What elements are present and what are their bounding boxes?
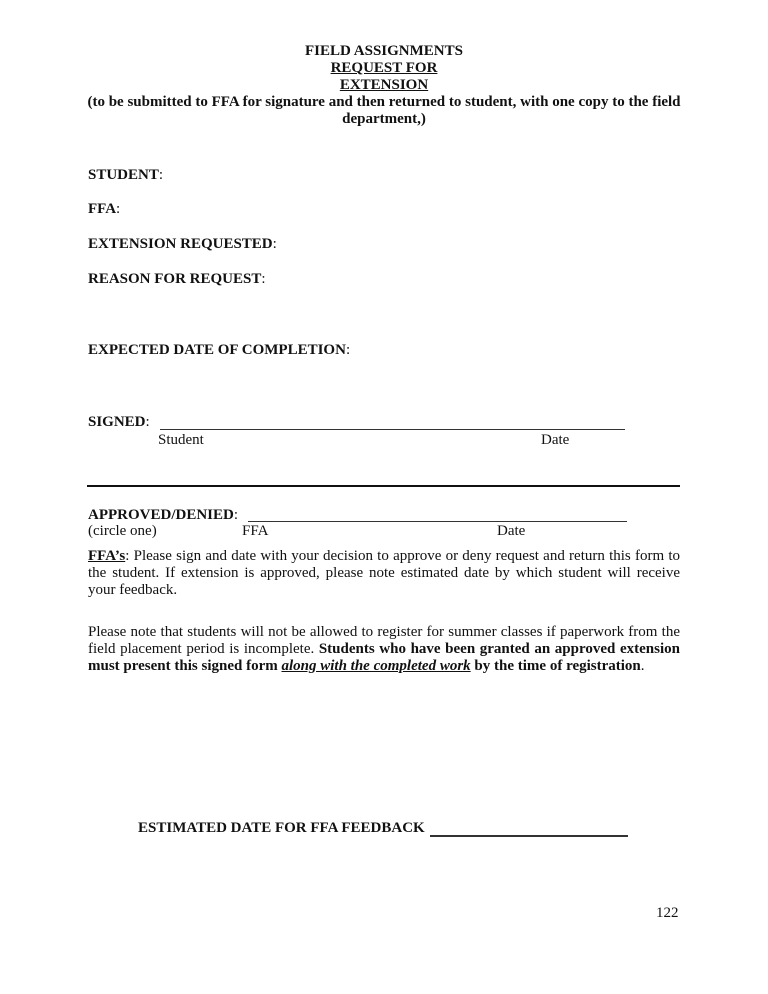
subtitle-line-2: department,) [342, 111, 426, 127]
field-expected-date [88, 342, 350, 359]
ffa-instructions-text: : Please sign and date with your decision to approve or deny request and return this form to the student. If extension is approved, please note estimated date by which student will receive your feedback. [88, 548, 680, 598]
approval-sub-date: Date [497, 523, 526, 539]
field-reason [88, 271, 266, 288]
title-request-for-text: REQUEST FOR [330, 60, 438, 76]
title-extension-text: EXTENSION [339, 77, 429, 93]
signed-sub-date: Date [541, 432, 570, 448]
colon: : [261, 271, 266, 287]
signature-line-ffa[interactable] [248, 521, 627, 522]
section-divider [87, 485, 680, 487]
title-extension [0, 77, 768, 94]
registration-note-plain: Please note that students will not be allowed to register for summer classes if paperwork from the field placement period is incomplete. [88, 624, 680, 657]
field-student-label: STUDENT [88, 167, 159, 183]
registration-note-bold-2: by the time of registration [470, 658, 641, 674]
subtitle-line-1: (to be submitted to FFA for signature and then returned to student, with one copy to the field [87, 94, 681, 110]
colon: : [145, 414, 150, 430]
page-number: 122 [656, 905, 679, 921]
colon: : [272, 236, 277, 252]
field-student [88, 167, 163, 184]
signed-label [88, 414, 150, 431]
colon: : [345, 342, 351, 358]
feedback-date-line[interactable] [430, 835, 628, 837]
ffa-instructions [88, 548, 680, 599]
field-extension-requested [88, 236, 277, 253]
colon: : [116, 201, 121, 217]
circle-one-note: (circle one) [88, 523, 157, 539]
title-request-for [0, 60, 768, 77]
registration-note-emphasis: along with the completed work [281, 658, 471, 674]
field-ffa-label: FFA [88, 201, 117, 217]
signed-label-text: SIGNED [88, 414, 146, 430]
approval-label [88, 507, 238, 524]
field-ffa [88, 201, 120, 218]
signature-line-student[interactable] [160, 429, 625, 430]
ffa-instructions-lead: FFA’s [88, 548, 126, 564]
registration-note-bold-1: Students who have been granted an approved extension must present this signed form [88, 641, 680, 674]
field-extension-requested-label: EXTENSION REQUESTED [88, 236, 273, 252]
signed-sub-student: Student [158, 432, 204, 448]
field-reason-label: REASON FOR REQUEST [88, 271, 262, 287]
approval-sub-ffa: FFA [242, 523, 269, 539]
registration-note-end: . [640, 658, 645, 674]
feedback-label: ESTIMATED DATE FOR FFA FEEDBACK [138, 820, 425, 836]
registration-note [88, 624, 680, 675]
approval-label-text: APPROVED/DENIED [88, 507, 234, 523]
colon: : [158, 167, 164, 183]
colon: : [233, 507, 239, 523]
title-field-assignments: FIELD ASSIGNMENTS [305, 43, 463, 59]
field-expected-date-label: EXPECTED DATE OF COMPLETION [88, 342, 346, 358]
